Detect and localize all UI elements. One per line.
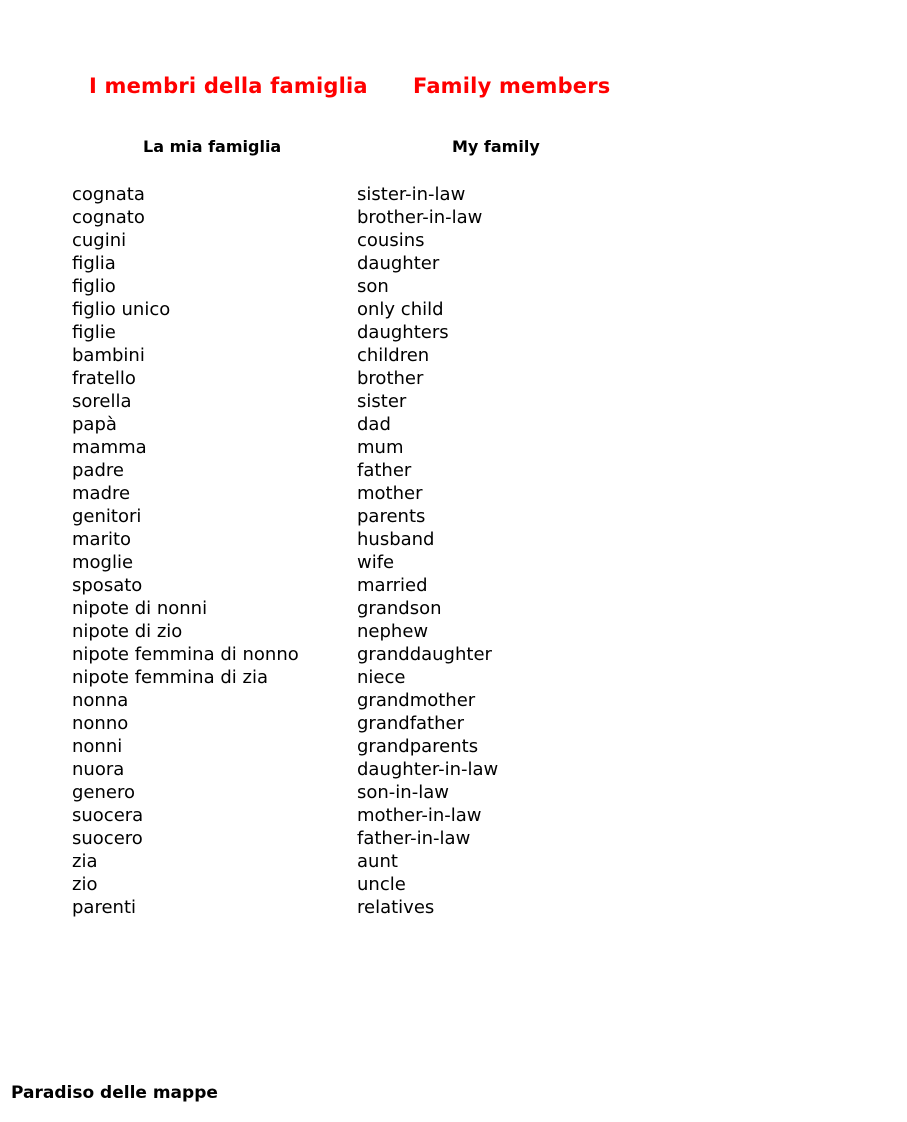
italian-word-list <box>72 183 352 919</box>
english-word: daughter-in-law <box>357 759 499 780</box>
italian-word: madre <box>72 483 131 504</box>
italian-word: parenti <box>72 897 137 918</box>
italian-word: nipote femmina di nonno <box>72 644 299 665</box>
english-word: husband <box>357 529 435 550</box>
italian-word: cognata <box>72 184 145 205</box>
italian-word: nipote di zio <box>72 621 183 642</box>
italian-word: figlia <box>72 253 116 274</box>
italian-word: genitori <box>72 506 142 527</box>
english-word: grandparents <box>357 736 479 757</box>
english-word: mother <box>357 483 423 504</box>
english-word: dad <box>357 414 391 435</box>
column-heading-italian: La mia famiglia <box>143 137 282 156</box>
english-word: mum <box>357 437 404 458</box>
english-word-list <box>357 183 657 919</box>
english-word: brother-in-law <box>357 207 483 228</box>
italian-word: nonno <box>72 713 129 734</box>
italian-word: nonna <box>72 690 129 711</box>
italian-word: cognato <box>72 207 145 228</box>
italian-word: nipote di nonni <box>72 598 208 619</box>
english-word: son <box>357 276 389 297</box>
english-word: married <box>357 575 428 596</box>
english-word: granddaughter <box>357 644 492 665</box>
italian-word: marito <box>72 529 132 550</box>
english-word: wife <box>357 552 395 573</box>
italian-word: zio <box>72 874 98 895</box>
column-heading-english: My family <box>452 137 540 156</box>
italian-word: papà <box>72 414 117 435</box>
english-word: sister <box>357 391 407 412</box>
english-word: grandmother <box>357 690 476 711</box>
italian-word: suocera <box>72 805 144 826</box>
italian-word: figlio <box>72 276 116 297</box>
english-word: father <box>357 460 412 481</box>
english-word: sister-in-law <box>357 184 466 205</box>
italian-word: zia <box>72 851 98 872</box>
english-word: parents <box>357 506 426 527</box>
italian-word: nuora <box>72 759 125 780</box>
italian-word: fratello <box>72 368 136 389</box>
english-word: only child <box>357 299 444 320</box>
italian-word: genero <box>72 782 135 803</box>
italian-word: figlie <box>72 322 116 343</box>
english-word: niece <box>357 667 406 688</box>
english-word: daughters <box>357 322 449 343</box>
english-word: aunt <box>357 851 398 872</box>
english-word: children <box>357 345 430 366</box>
italian-word: sorella <box>72 391 132 412</box>
english-word: nephew <box>357 621 429 642</box>
italian-word: suocero <box>72 828 143 849</box>
english-word: brother <box>357 368 424 389</box>
footer-credit: Paradiso delle mappe <box>11 1083 218 1103</box>
english-word: daughter <box>357 253 440 274</box>
english-word: mother-in-law <box>357 805 482 826</box>
italian-word: padre <box>72 460 124 481</box>
english-word: grandson <box>357 598 442 619</box>
english-word: relatives <box>357 897 435 918</box>
italian-word: figlio unico <box>72 299 171 320</box>
english-word: son-in-law <box>357 782 449 803</box>
english-word: cousins <box>357 230 425 251</box>
italian-word: nipote femmina di zia <box>72 667 268 688</box>
italian-word: mamma <box>72 437 147 458</box>
italian-word: moglie <box>72 552 134 573</box>
page-title-italian: I membri della famiglia <box>89 74 368 98</box>
italian-word: sposato <box>72 575 143 596</box>
page-title-english: Family members <box>413 74 611 98</box>
italian-word: bambini <box>72 345 145 366</box>
english-word: grandfather <box>357 713 464 734</box>
italian-word: cugini <box>72 230 127 251</box>
italian-word: nonni <box>72 736 123 757</box>
english-word: uncle <box>357 874 406 895</box>
english-word: father-in-law <box>357 828 471 849</box>
